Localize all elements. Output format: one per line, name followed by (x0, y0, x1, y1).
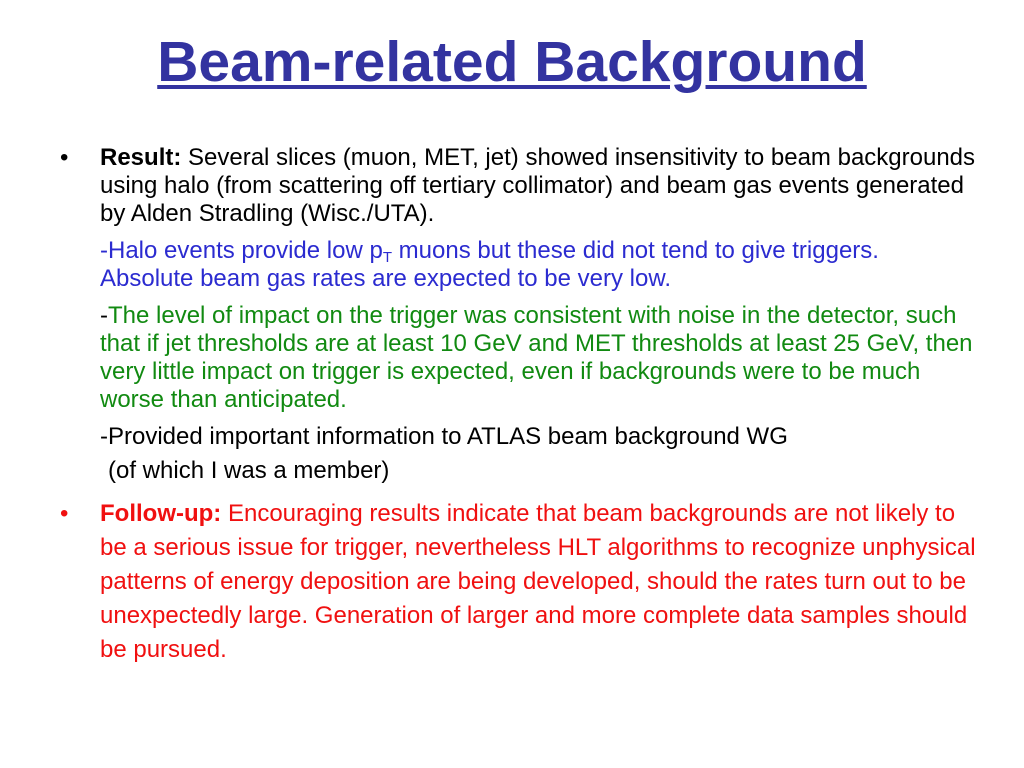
slide-title (0, 26, 1024, 98)
followup-text: Encouraging results indicate that beam backgrounds are not likely to be a serious issue for trigger, nevertheless HLT algorithms to recognize unphysical patterns of energy deposition are being developed, should the rates turn out to be unexpectedly large. Generation of larger and more complete data samples should be pursued. (100, 500, 976, 663)
bullet-result (56, 144, 976, 485)
result-lead-label: Result: (100, 144, 182, 171)
bullet-followup (56, 497, 976, 667)
halo-text-after: muons but these did not tend to give triggers. Absolute beam gas rates are expected to be very low. (100, 237, 879, 292)
impact-subpoint (100, 302, 976, 414)
bullet-dot-icon: • (60, 500, 69, 527)
slide-title-text: Beam-related Background (157, 30, 867, 94)
slide-body (56, 144, 976, 667)
halo-subpoint (100, 237, 976, 293)
atlas-subpoint (100, 423, 976, 485)
atlas-line-2: (of which I was a member) (108, 457, 390, 484)
bullet-dot-icon: • (60, 144, 69, 171)
atlas-line-1: -Provided important information to ATLAS beam background WG (100, 423, 788, 450)
impact-text: The level of impact on the trigger was consistent with noise in the detector, such that if jet thresholds are at least 10 GeV and MET thresholds at least 25 GeV, then very little impact on trigger is expected, even if backgrounds were to be much worse than anticipated. (100, 302, 973, 413)
result-text: Several slices (muon, MET, jet) showed insensitivity to beam backgrounds using halo (from scattering off tertiary collimator) and beam gas events generated by Alden Stradling (Wisc./UTA). (100, 144, 976, 227)
halo-text-before: -Halo events provide low p (100, 237, 383, 264)
impact-dash: - (100, 302, 108, 329)
result-paragraph (100, 144, 976, 228)
followup-lead-label: Follow-up: (100, 500, 222, 527)
followup-paragraph (100, 497, 976, 667)
halo-subscript: T (382, 249, 392, 266)
